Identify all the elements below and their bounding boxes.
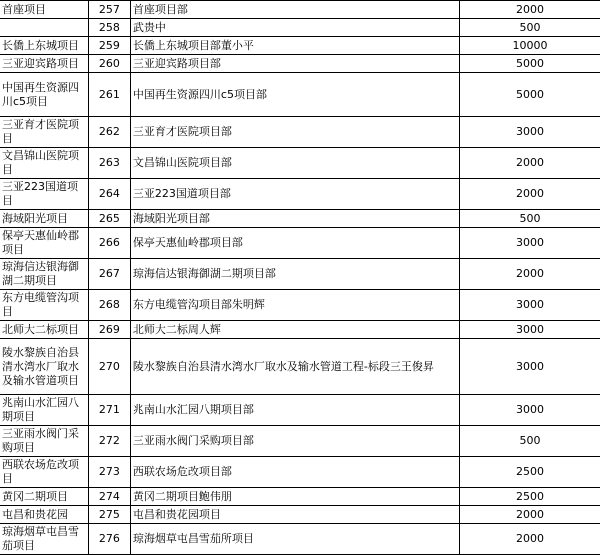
table-row[interactable] xyxy=(0,488,600,506)
cell-index[interactable]: 276 xyxy=(88,524,130,555)
table-body xyxy=(0,1,600,555)
cell-index[interactable]: 274 xyxy=(88,488,130,506)
cell-index[interactable]: 266 xyxy=(88,228,130,259)
cell-department[interactable]: 海域阳光项目部 xyxy=(130,210,459,228)
cell-department[interactable]: 琼海信达银海御湖二期项目部 xyxy=(130,259,459,290)
cell-amount[interactable]: 5000 xyxy=(460,73,600,117)
cell-department[interactable]: 三亚223国道项目部 xyxy=(130,179,459,210)
cell-amount[interactable]: 2000 xyxy=(460,1,600,19)
table-row[interactable] xyxy=(0,524,600,555)
cell-project-name[interactable]: 三亚223国道项目 xyxy=(0,179,88,210)
cell-amount[interactable]: 2000 xyxy=(460,148,600,179)
cell-index[interactable]: 261 xyxy=(88,73,130,117)
cell-project-name[interactable]: 三亚育才医院项目 xyxy=(0,117,88,148)
cell-project-name[interactable]: 黄冈二期项目 xyxy=(0,488,88,506)
cell-project-name[interactable]: 三亚迎宾路项目 xyxy=(0,55,88,73)
cell-project-name[interactable]: 中国再生资源四川c5项目 xyxy=(0,73,88,117)
cell-amount[interactable]: 2500 xyxy=(460,457,600,488)
cell-project-name[interactable]: 海域阳光项目 xyxy=(0,210,88,228)
cell-department[interactable]: 西联农场危改项目部 xyxy=(130,457,459,488)
cell-project-name[interactable]: 东方电缆管沟项目 xyxy=(0,290,88,321)
cell-project-name[interactable]: 西联农场危改项目 xyxy=(0,457,88,488)
cell-department[interactable]: 文昌锦山医院项目部 xyxy=(130,148,459,179)
cell-amount[interactable]: 2000 xyxy=(460,259,600,290)
cell-index[interactable]: 267 xyxy=(88,259,130,290)
cell-amount[interactable]: 5000 xyxy=(460,55,600,73)
cell-amount[interactable]: 10000 xyxy=(460,37,600,55)
table-row[interactable] xyxy=(0,259,600,290)
cell-amount[interactable]: 3000 xyxy=(460,228,600,259)
cell-amount[interactable]: 3000 xyxy=(460,117,600,148)
cell-index[interactable]: 271 xyxy=(88,395,130,426)
table-row[interactable] xyxy=(0,210,600,228)
table-row[interactable] xyxy=(0,55,600,73)
cell-amount[interactable]: 2000 xyxy=(460,524,600,555)
table-row[interactable] xyxy=(0,321,600,339)
cell-department[interactable]: 兆南山水汇园八期项目部 xyxy=(130,395,459,426)
table-row[interactable] xyxy=(0,148,600,179)
cell-index[interactable]: 272 xyxy=(88,426,130,457)
cell-department[interactable]: 长僑上东城项目部董小平 xyxy=(130,37,459,55)
cell-index[interactable]: 262 xyxy=(88,117,130,148)
cell-index[interactable]: 270 xyxy=(88,339,130,395)
cell-amount[interactable]: 500 xyxy=(460,210,600,228)
table-row[interactable] xyxy=(0,228,600,259)
cell-project-name[interactable]: 长僑上东城项目 xyxy=(0,37,88,55)
cell-index[interactable]: 268 xyxy=(88,290,130,321)
cell-department[interactable]: 陵水黎族自治县清水湾水厂取水及输水管道工程-标段三王俊昇 xyxy=(130,339,459,395)
table-row[interactable] xyxy=(0,73,600,117)
cell-project-name[interactable]: 屯昌和贵花园 xyxy=(0,506,88,524)
cell-project-name[interactable]: 首座项目 xyxy=(0,1,88,19)
cell-amount[interactable]: 2500 xyxy=(460,488,600,506)
cell-amount[interactable]: 500 xyxy=(460,19,600,37)
table-row[interactable] xyxy=(0,179,600,210)
table-row[interactable] xyxy=(0,1,600,19)
table-row[interactable] xyxy=(0,426,600,457)
cell-project-name[interactable]: 北师大二标项目 xyxy=(0,321,88,339)
cell-project-name[interactable]: 文昌锦山医院项目 xyxy=(0,148,88,179)
table-row[interactable] xyxy=(0,19,600,37)
cell-amount[interactable]: 3000 xyxy=(460,321,600,339)
cell-index[interactable]: 260 xyxy=(88,55,130,73)
cell-amount[interactable]: 2000 xyxy=(460,506,600,524)
cell-project-name[interactable]: 陵水黎族自治县清水湾水厂取水及输水管道项目 xyxy=(0,339,88,395)
cell-project-name[interactable] xyxy=(0,19,88,37)
cell-amount[interactable]: 3000 xyxy=(460,395,600,426)
cell-department[interactable]: 屯昌和贵花园项目 xyxy=(130,506,459,524)
cell-index[interactable]: 258 xyxy=(88,19,130,37)
cell-department[interactable]: 东方电缆管沟项目部朱明辉 xyxy=(130,290,459,321)
table-row[interactable] xyxy=(0,117,600,148)
cell-department[interactable]: 武贵中 xyxy=(130,19,459,37)
table-row[interactable] xyxy=(0,457,600,488)
cell-department[interactable]: 黄冈二期项目鲍伟朋 xyxy=(130,488,459,506)
cell-department[interactable]: 北师大二标周人辉 xyxy=(130,321,459,339)
cell-index[interactable]: 259 xyxy=(88,37,130,55)
cell-project-name[interactable]: 琼海烟草屯昌雪茄项目 xyxy=(0,524,88,555)
cell-department[interactable]: 保亭天惠仙岭郡项目部 xyxy=(130,228,459,259)
cell-amount[interactable]: 3000 xyxy=(460,290,600,321)
cell-department[interactable]: 首座项目部 xyxy=(130,1,459,19)
cell-department[interactable]: 琼海烟草屯昌雪茄所项目 xyxy=(130,524,459,555)
cell-index[interactable]: 263 xyxy=(88,148,130,179)
cell-project-name[interactable]: 琼海信达银海御湖二期项目 xyxy=(0,259,88,290)
cell-project-name[interactable]: 三亚雨水阀门采购项目 xyxy=(0,426,88,457)
table-row[interactable] xyxy=(0,37,600,55)
table-row[interactable] xyxy=(0,506,600,524)
cell-index[interactable]: 264 xyxy=(88,179,130,210)
cell-index[interactable]: 269 xyxy=(88,321,130,339)
cell-department[interactable]: 中国再生资源四川c5项目部 xyxy=(130,73,459,117)
cell-amount[interactable]: 500 xyxy=(460,426,600,457)
table-row[interactable] xyxy=(0,395,600,426)
cell-index[interactable]: 265 xyxy=(88,210,130,228)
cell-department[interactable]: 三亚迎宾路项目部 xyxy=(130,55,459,73)
cell-department[interactable]: 三亚育才医院项目部 xyxy=(130,117,459,148)
cell-project-name[interactable]: 兆南山水汇园八期项目 xyxy=(0,395,88,426)
cell-amount[interactable]: 2000 xyxy=(460,179,600,210)
cell-index[interactable]: 273 xyxy=(88,457,130,488)
cell-amount[interactable]: 3000 xyxy=(460,339,600,395)
cell-index[interactable]: 275 xyxy=(88,506,130,524)
cell-department[interactable]: 三亚雨水阀门采购项目部 xyxy=(130,426,459,457)
cell-index[interactable]: 257 xyxy=(88,1,130,19)
table-row[interactable] xyxy=(0,339,600,395)
table-row[interactable] xyxy=(0,290,600,321)
cell-project-name[interactable]: 保亭天惠仙岭郡项目 xyxy=(0,228,88,259)
